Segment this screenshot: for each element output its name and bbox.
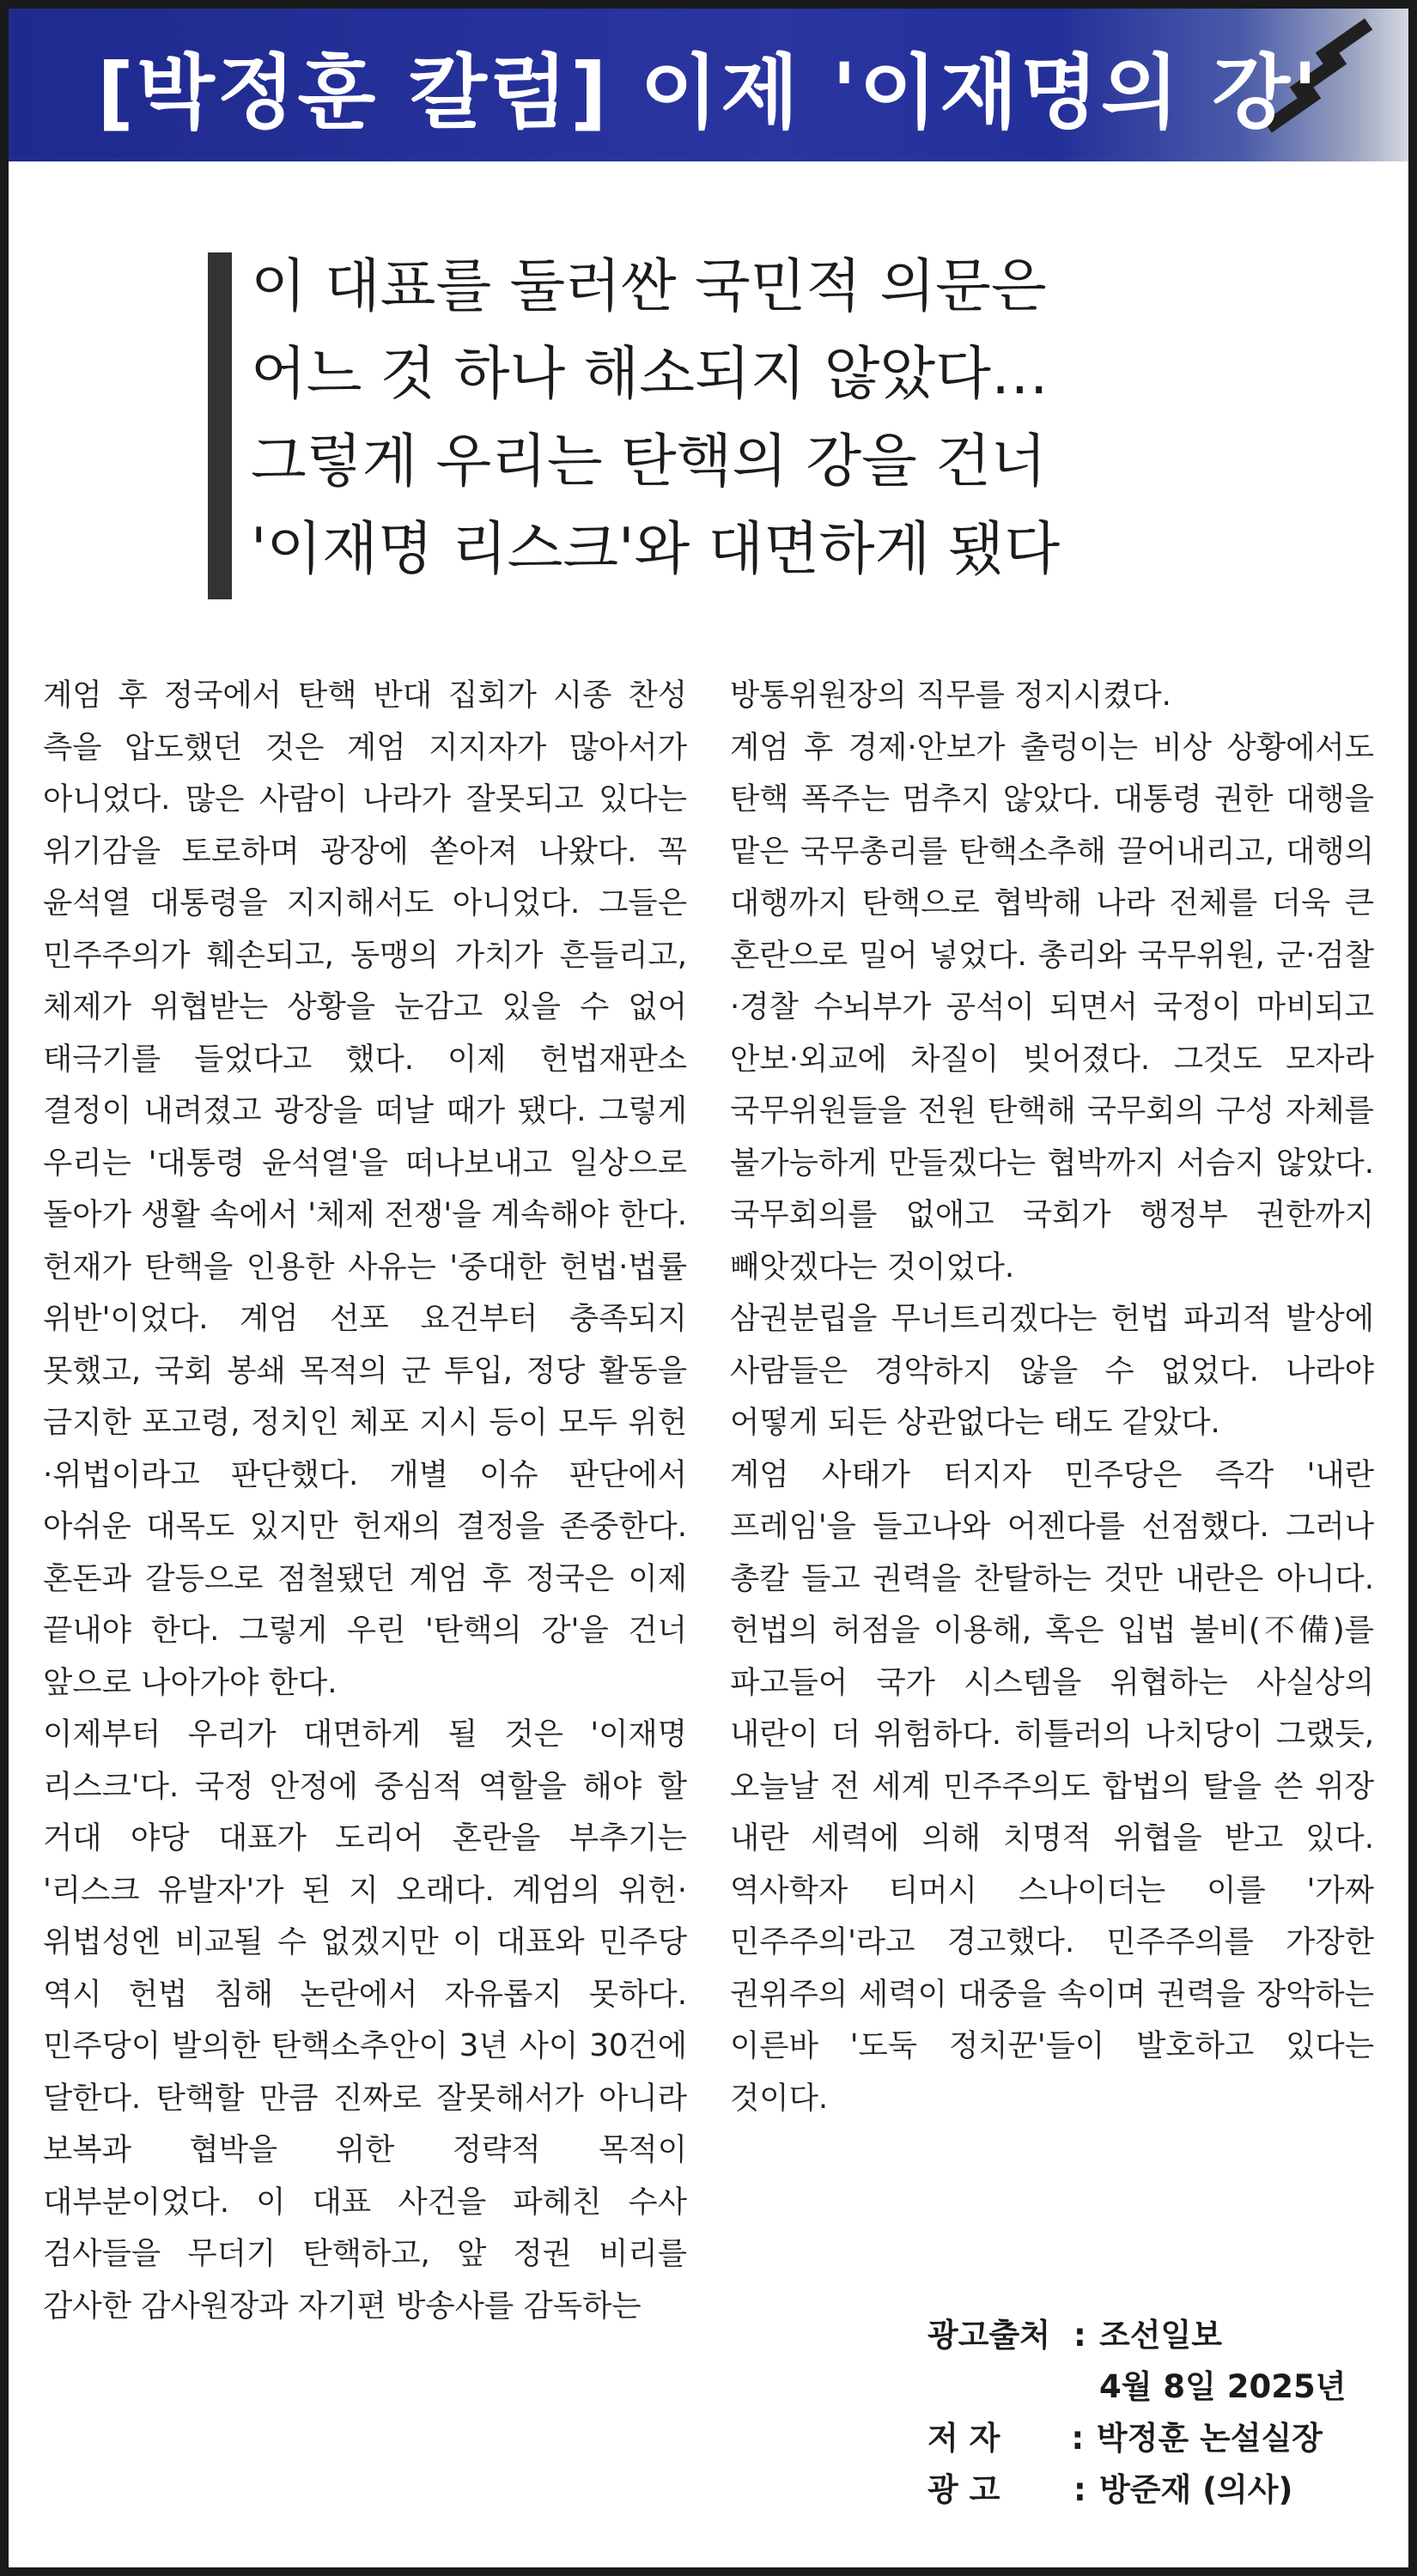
body-text-line: 삼권분립을 무너트리겠다는 헌법 파괴적 발상에 xyxy=(730,1301,1374,1336)
body-text-line: 어떻게 되든 상관없다는 태도 같았다. xyxy=(730,1405,1220,1440)
credit-date-value: 4월 8일 2025년 xyxy=(1099,2368,1347,2405)
body-text-line: 프레임'을 들고나와 어젠다를 선점했다. 그러나 xyxy=(730,1509,1374,1544)
body-column-right xyxy=(730,670,1374,2124)
credit-source-value: 조선일보 xyxy=(1099,2317,1222,2354)
credit-colon: : xyxy=(1071,2420,1085,2457)
body-text-line: 헌법의 허점을 이용해, 혹은 입법 불비(不備)를 xyxy=(730,1613,1374,1648)
body-text-line: 윤석열 대통령을 지지해서도 아니었다. 그들은 xyxy=(43,885,687,920)
body-text-line: 끝내야 한다. 그렇게 우린 '탄핵의 강'을 건너 xyxy=(43,1613,687,1648)
body-text-line: 체제가 위협받는 상황을 눈감고 있을 수 없어 xyxy=(43,989,687,1024)
body-text-line: '리스크 유발자'가 된 지 오래다. 계엄의 위헌· xyxy=(43,1872,687,1908)
body-text-line: 내란이 더 위험하다. 히틀러의 나치당이 그랬듯, xyxy=(730,1716,1374,1752)
body-text-line: 달한다. 탄핵할 만큼 진짜로 잘못해서가 아니라 xyxy=(43,2080,687,2116)
header-banner xyxy=(9,9,1408,161)
credit-colon: : xyxy=(1073,2317,1086,2354)
body-text-line: 대행까지 탄핵으로 협박해 나라 전체를 더욱 큰 xyxy=(730,885,1374,920)
body-text-line: 리스크'다. 국정 안정에 중심적 역할을 해야 할 xyxy=(43,1768,687,1804)
column-title: [박정훈 칼럼] 이제 '이재명의 강' xyxy=(96,46,1321,140)
body-text-line: 측을 압도했던 것은 계엄 지지자가 많아서가 xyxy=(43,729,687,765)
body-text-line: 결정이 내려졌고 광장을 떠날 때가 됐다. 그렇게 xyxy=(43,1093,687,1128)
credit-author-value: 박정훈 논설실장 xyxy=(1096,2420,1323,2457)
body-text-line: 앞으로 나아가야 한다. xyxy=(43,1664,338,1700)
body-text-line: 헌재가 탄핵을 인용한 사유는 '중대한 헌법·법률 xyxy=(43,1249,687,1285)
body-text-line: 아니었다. 많은 사람이 나라가 잘못되고 있다는 xyxy=(43,781,687,817)
body-text-line: 위반'이었다. 계엄 선포 요건부터 충족되지 xyxy=(43,1301,687,1336)
body-text-line: 돌아가 생활 속에서 '체제 전쟁'을 계속해야 한다. xyxy=(43,1197,687,1232)
body-text-line: ·위법이라고 판단했다. 개별 이슈 판단에서 xyxy=(43,1456,687,1492)
credit-colon: : xyxy=(1073,2471,1086,2508)
body-text-line: 안보·외교에 차질이 빚어졌다. 그것도 모자라 xyxy=(730,1041,1374,1077)
lead-quote-bar xyxy=(208,252,232,599)
lead-quote xyxy=(230,242,1278,592)
body-text-line: ·경찰 수뇌부가 공석이 되면서 국정이 마비되고 xyxy=(730,989,1374,1024)
body-text-line: 내란 세력에 의해 치명적 위협을 받고 있다. xyxy=(730,1820,1374,1856)
credit-ad-row xyxy=(927,2464,1323,2516)
body-text-line: 민주주의가 훼손되고, 동맹의 가치가 흔들리고, xyxy=(43,937,687,973)
credit-author-label: 저 자 xyxy=(927,2420,1000,2457)
body-text-line: 대부분이었다. 이 대표 사건을 파헤친 수사 xyxy=(43,2184,687,2220)
body-text-line: 사람들은 경악하지 않을 수 없었다. 나라야 xyxy=(730,1352,1374,1388)
body-text-line: 감사한 감사원장과 자기편 방송사를 감독하는 xyxy=(43,2287,642,2324)
credit-date-row xyxy=(927,2361,1347,2413)
body-text-line: 총칼 들고 권력을 찬탈하는 것만 내란은 아니다. xyxy=(730,1560,1374,1596)
body-text-line: 계엄 후 정국에서 탄핵 반대 집회가 시종 찬성 xyxy=(43,677,687,713)
body-text-line: 이제부터 우리가 대면하게 될 것은 '이재명 xyxy=(43,1716,687,1752)
body-text-line: 아쉬운 대목도 있지만 헌재의 결정을 존중한다. xyxy=(43,1509,687,1544)
body-text-line: 맡은 국무총리를 탄핵소추해 끌어내리고, 대행의 xyxy=(730,833,1374,869)
body-text-line: 태극기를 들었다고 했다. 이제 헌법재판소 xyxy=(43,1041,687,1077)
credit-source-row xyxy=(927,2310,1323,2361)
lead-line: 어느 것 하나 해소되지 않았다… xyxy=(251,340,1049,407)
body-text-line: 보복과 협박을 위한 정략적 목적이 xyxy=(43,2132,687,2167)
body-text-line: 방통위원장의 직무를 정지시켰다. xyxy=(730,677,1171,713)
credit-ad-label: 광 고 xyxy=(927,2471,1000,2508)
credit-ad-value: 방준재 (의사) xyxy=(1099,2471,1293,2508)
body-text-line: 금지한 포고령, 정치인 체포 지시 등이 모두 위헌 xyxy=(43,1405,687,1440)
credit-source-label: 광고출처 xyxy=(927,2317,1050,2354)
body-text-line: 위법성엔 비교될 수 없겠지만 이 대표와 민주당 xyxy=(43,1924,687,1959)
body-text-line: 못했고, 국회 봉쇄 목적의 군 투입, 정당 활동을 xyxy=(43,1352,687,1388)
credits-block xyxy=(927,2310,1347,2516)
body-text-line: 혼란으로 밀어 넣었다. 총리와 국무위원, 군·검찰 xyxy=(730,937,1374,973)
body-text-line: 불가능하게 만들겠다는 협박까지 서슴지 않았다. xyxy=(730,1145,1374,1181)
lead-line: '이재명 리스크'와 대면하게 됐다 xyxy=(251,515,1061,582)
body-text-line: 국무위원들을 전원 탄핵해 국무회의 구성 자체를 xyxy=(730,1093,1374,1128)
lead-line: 이 대표를 둘러싼 국민적 의문은 xyxy=(251,252,1047,319)
body-text-line: 역시 헌법 침해 논란에서 자유롭지 못하다. xyxy=(43,1976,687,2012)
body-text-line: 빼앗겠다는 것이었다. xyxy=(730,1249,1015,1285)
body-text-line: 거대 야당 대표가 도리어 혼란을 부추기는 xyxy=(43,1820,687,1856)
body-text-line: 탄핵 폭주는 멈추지 않았다. 대통령 권한 대행을 xyxy=(730,781,1374,817)
body-text-line: 우리는 '대통령 윤석열'을 떠나보내고 일상으로 xyxy=(43,1145,687,1181)
body-text-line: 검사들을 무더기 탄핵하고, 앞 정권 비리를 xyxy=(43,2236,687,2271)
body-text-line: 민주주의'라고 경고했다. 민주주의를 가장한 xyxy=(730,1924,1374,1959)
lead-line: 그렇게 우리는 탄핵의 강을 건너 xyxy=(251,428,1047,495)
body-text-line: 계엄 후 경제·안보가 출렁이는 비상 상황에서도 xyxy=(730,729,1374,765)
body-text-line: 이른바 '도둑 정치꾼'들이 발호하고 있다는 xyxy=(730,2028,1374,2063)
body-text-line: 위기감을 토로하며 광장에 쏟아져 나왔다. 꼭 xyxy=(43,833,687,869)
body-text-line: 역사학자 티머시 스나이더는 이를 '가짜 xyxy=(730,1872,1374,1908)
body-text-line: 파고들어 국가 시스템을 위협하는 사실상의 xyxy=(730,1664,1374,1700)
body-text-line: 혼돈과 갈등으로 점철됐던 계엄 후 정국은 이제 xyxy=(43,1560,687,1596)
body-text-line: 민주당이 발의한 탄핵소추안이 3년 사이 30건에 xyxy=(43,2028,687,2063)
credit-author-row xyxy=(927,2413,1323,2464)
body-column-left xyxy=(43,670,687,2332)
body-text-line: 것이다. xyxy=(730,2080,829,2116)
body-text-line: 계엄 사태가 터지자 민주당은 즉각 '내란 xyxy=(730,1456,1374,1492)
body-text-line: 오늘날 전 세계 민주주의도 합법의 탈을 쓴 위장 xyxy=(730,1768,1374,1804)
body-text-line: 권위주의 세력이 대중을 속이며 권력을 장악하는 xyxy=(730,1976,1374,2012)
body-text-line: 국무회의를 없애고 국회가 행정부 권한까지 xyxy=(730,1197,1374,1232)
